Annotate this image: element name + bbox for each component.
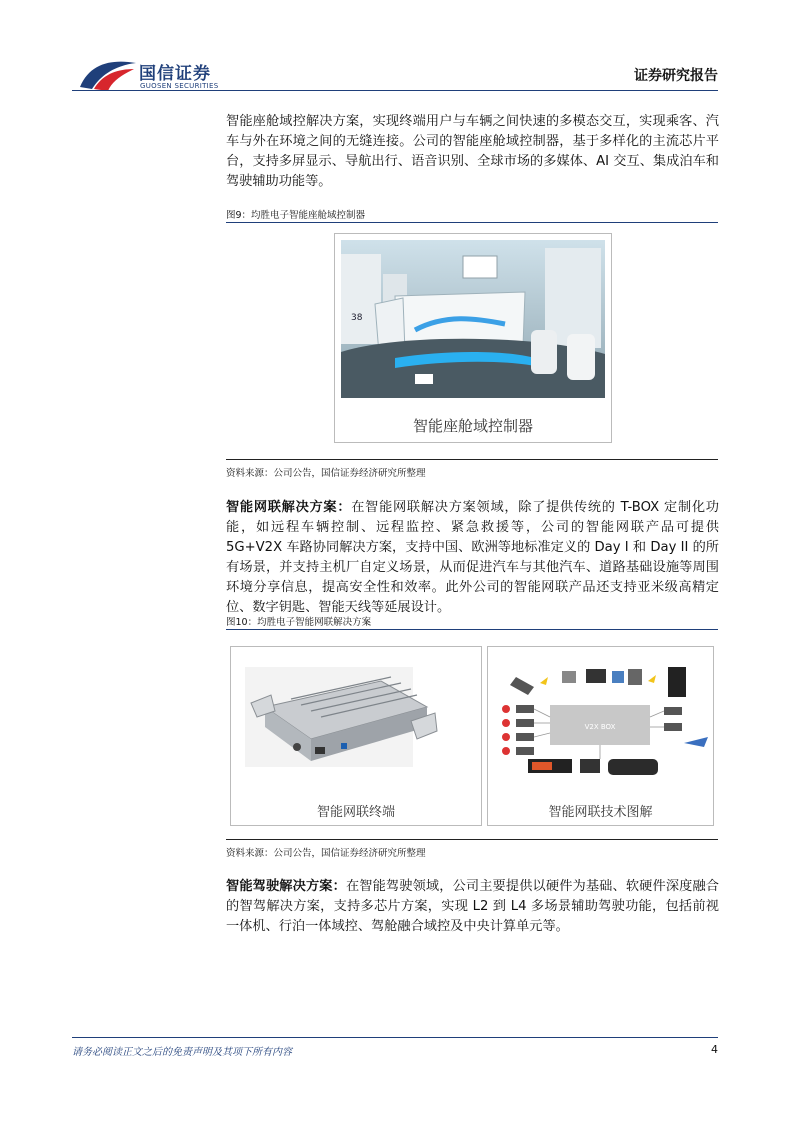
- adas-paragraph: [226, 877, 719, 937]
- adas-body: 在智能驾驶领域，公司主要提供以硬件为基础、软硬件深度融合的智驾解决方案，支持多芯片方案，实现 L2 到 L4 多场景辅助驾驶功能，包括前视一体机、行泊一体域控、驾舱融合域控及中央计算单元等。: [226, 879, 719, 934]
- figure9-source: 资料来源：公司公告，国信证券经济研究所整理: [226, 468, 426, 479]
- figure9-title: 图9：均胜电子智能座舱域控制器: [226, 210, 366, 221]
- v2x-box-label: V2X BOX: [584, 723, 616, 731]
- logo-company-name-en: GUOSEN SECURITIES: [140, 82, 219, 90]
- figure10-top-rule: [226, 629, 718, 630]
- cockpit-speed-readout: 38: [351, 313, 363, 323]
- figure10-left-image: [230, 646, 482, 826]
- header-divider: [72, 90, 718, 91]
- figure10-right-image: [487, 646, 714, 826]
- page-number: 4: [711, 1043, 718, 1056]
- intro-paragraph: 智能座舱域控解决方案，实现终端用户与车辆之间快速的多模态交互，实现乘客、汽车与外在环境之间的无缝连接。公司的智能座舱域控制器，基于多样化的主流芯片平台，支持多屏显示、导航出行、语音识别、全球市场的多媒体、AI 交互、集成泊车和驾驶辅助功能等。: [226, 114, 719, 189]
- figure9-caption: 智能座舱域控制器: [412, 417, 533, 435]
- report-type-label: 证券研究报告: [634, 68, 718, 84]
- figure10-right-caption: 智能网联技术图解: [548, 805, 653, 820]
- figure10-title: 图10：均胜电子智能网联解决方案: [226, 617, 372, 628]
- figure10-bottom-rule: [226, 839, 718, 840]
- disclaimer-note: 请务必阅读正文之后的免责声明及其项下所有内容: [72, 1047, 292, 1058]
- footer-divider: [72, 1037, 718, 1038]
- connectivity-lead: 智能网联解决方案：: [226, 500, 352, 515]
- v2x-diagram-illustration: [488, 647, 713, 787]
- figure10-left-caption: 智能网联终端: [316, 805, 395, 820]
- cockpit-illustration: [335, 234, 611, 404]
- logo-company-name: 国信证券: [139, 64, 211, 84]
- connectivity-body: 在智能网联解决方案领域，除了提供传统的 T-BOX 定制化功能，如远程车辆控制、远程监控、紧急救援等，公司的智能网联产品可提供 5G+V2X 车路协同解决方案，支持中国、欧洲等地标准定义的 Day I 和 Day II 的所有场景，并支持主机厂自定义场景，从而促进汽车与其他汽车、道路基础设施等周围环境分享信息，提高安全性和效率。此外公司的智能网联产品还支持亚米级高精定位、数字钥匙、智能天线等延展设计。: [226, 500, 719, 615]
- figure9-image: [334, 233, 612, 443]
- connectivity-paragraph: [226, 498, 719, 618]
- figure9-bottom-rule: [226, 459, 718, 460]
- guosen-logo-icon: [78, 57, 138, 91]
- figure10-source: 资料来源：公司公告，国信证券经济研究所整理: [226, 848, 426, 859]
- adas-lead: 智能驾驶解决方案：: [226, 879, 346, 894]
- figure9-top-rule: [226, 222, 718, 223]
- telematics-box-illustration: [231, 647, 481, 787]
